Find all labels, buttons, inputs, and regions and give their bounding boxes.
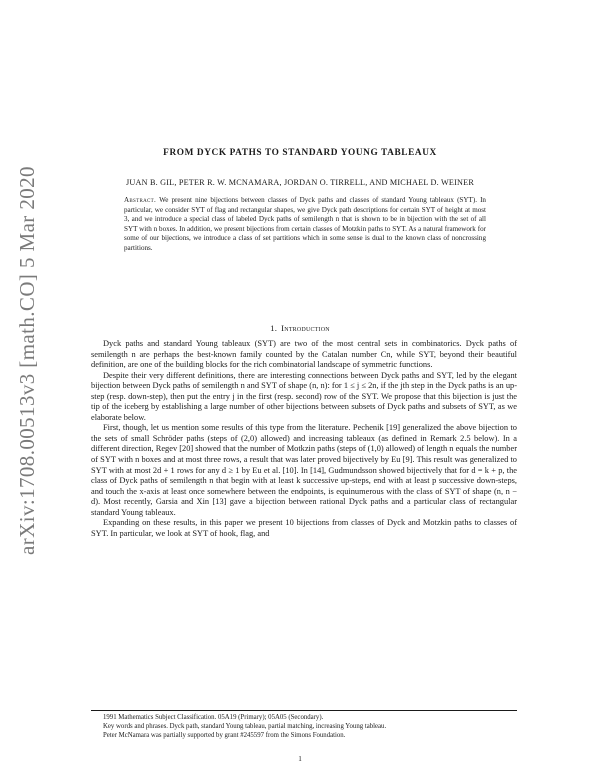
paper-authors: JUAN B. GIL, PETER R. W. MCNAMARA, JORDAN O. TIRRELL, AND MICHAEL D. WEINER xyxy=(125,178,475,187)
footnote-msc: 1991 Mathematics Subject Classification. 05A19 (Primary); 05A05 (Secondary). xyxy=(103,714,324,721)
footnote-keywords: Key words and phrases. Dyck path, standard Young tableau, partial matching, increasing Young tableau. xyxy=(103,723,387,730)
footnotes-block xyxy=(91,713,517,740)
paper-title: FROM DYCK PATHS TO STANDARD YOUNG TABLEAUX xyxy=(163,148,437,158)
footnote-funding: Peter McNamara was partially supported by grant #245597 from the Simons Foundation. xyxy=(103,732,346,739)
section-number: 1. xyxy=(270,323,278,333)
section-heading xyxy=(100,323,500,333)
footnote-divider xyxy=(91,710,517,711)
abstract-label: Abstract. xyxy=(124,196,157,204)
body-paragraph: First, though, let us mention some results of this type from the literature. Pechenik [19] generalized the above bijection to the sets of small Schröder paths (steps of (2,0) allowed) and increasing tableaux (as defined in Remark 2.5 below). In a different direction, Regev [20] showed that the number of Motkzin paths (steps of (1,0) allowed) of length n equals the number of SYT with n boxes and at most three rows, a result that was later proved bijectively by Eu [9]. This result was generalized to SYT with at most 2d + 1 rows for any d ≥ 1 by Eu et al. [10]. In [14], Gudmundsson showed bijectively that for d = k + p, the class of Dyck paths of semilength n that begin with at least k successive up-steps, end with at least p successive down-steps, and touch the x-axis at least once somewhere between the endpoints, is equinumerous with the class of SYT of shape (n, n − d). Most recently, Garsia and Xin [13] gave a bijection between rational Dyck paths and a particular class of rectangular standard Young tableaux. xyxy=(91,423,517,517)
body-paragraph: Despite their very different definitions, there are interesting connections between Dyck paths and SYT, led by the elegant bijection between Dyck paths of semilength n and SYT of shape (n, n): for 1 ≤ j ≤ 2n, if the jth step in the Dyck paths is an up-step (resp. down-step), then put the entry j in the first (resp. second) row of the SYT. We propose that this bijection is just the tip of the iceberg by establishing a large number of other bijections between subsets of Dyck paths and subsets of SYT, as we elaborate below. xyxy=(91,370,517,422)
abstract-block xyxy=(124,196,486,254)
section-title-text: Introduction xyxy=(281,323,330,333)
abstract-text: We present nine bijections between classes of Dyck paths and classes of standard Young tableaux (SYT). In particular, we consider SYT of flag and rectangular shapes, we give Dyck path descriptions for certain SYT of height at most 3, and we introduce a special class of labeled Dyck paths of semilength n that is shown to be in bijection with the set of all SYT with n boxes. In addition, we present bijections from certain classes of Motzkin paths to SYT. As a natural framework for some of our bijections, we introduce a class of set partitions which in some sense is dual to the known class of noncrossing partitions. xyxy=(124,196,486,252)
body-text xyxy=(91,339,517,539)
body-paragraph: Dyck paths and standard Young tableaux (SYT) are two of the most central sets in combinatorics. Dyck paths of semilength n are perhaps the best-known family counted by the Catalan number Cn, while SYT, beyond their beautiful definition, are one of the building blocks for the rich combinatorial landscape of symmetric functions. xyxy=(91,339,517,370)
arxiv-identifier-text: arXiv:1708.00513v3 [math.CO] 5 Mar 2020 xyxy=(14,165,39,555)
page-number: 1 xyxy=(298,755,302,763)
arxiv-identifier-stamp xyxy=(8,100,46,620)
body-paragraph: Expanding on these results, in this paper we present 10 bijections from classes of Dyck and Motzkin paths to classes of SYT. In particular, we look at SYT of hook, flag, and xyxy=(91,518,517,538)
